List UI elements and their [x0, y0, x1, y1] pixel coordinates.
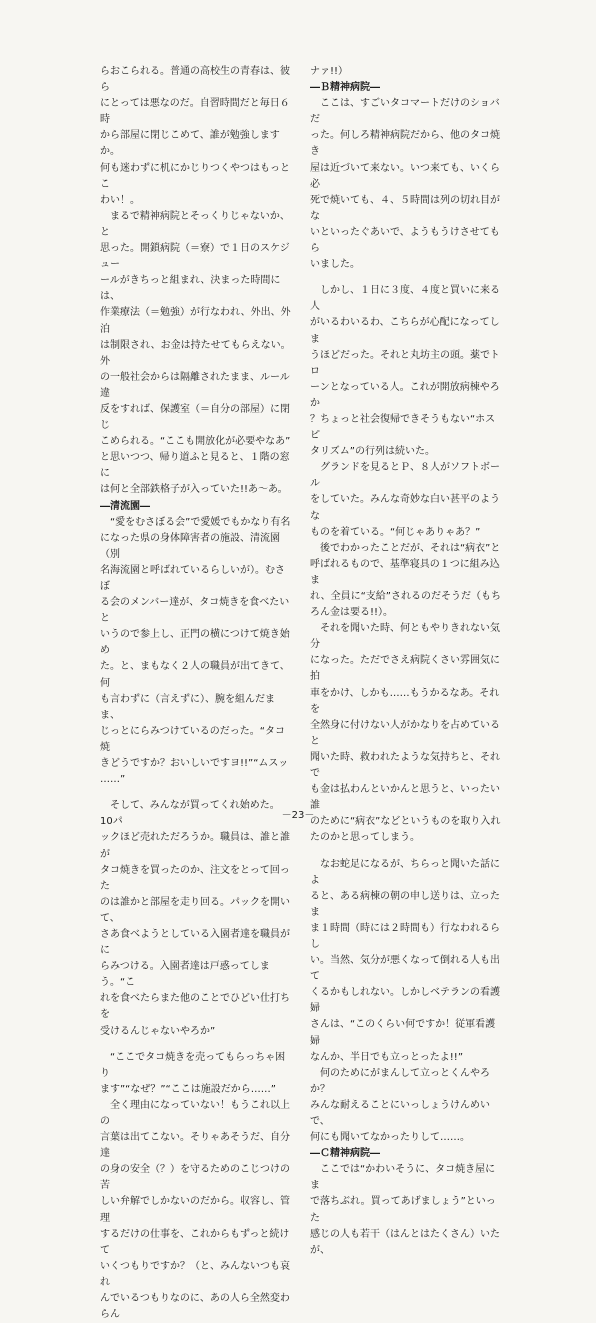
paragraph: しかし、１日に３度、４度と買いに来る人 がいるわいるわ、こちらが心配になってしま うほどだった。それと丸坊主の頭。薬でトロ ーンとなっている人。これが開放病棟やろか ？ちょっと社会復帰できそうもない“ホスピ タリズム”の行列は続いた。	[310, 285, 500, 458]
paragraph: そして、みんなが買ってくれ始めた。10パ ックほど売れただろうか。職員は、誰と誰が タコ焼きを買ったのか、注文をとって回った のは誰かと部屋を走り回る。パックを開いて、 さあ食べようとしている入園者達を職員がに らみつける。入園者達は戸惑ってしまう。“こ れを食べたらまた他のことでひどい仕打ちを 受けるんじゃないやろか”	[100, 800, 290, 1037]
section-heading-seiryuen: ―清流園―	[100, 500, 150, 512]
paragraph-gap	[100, 1040, 292, 1050]
paragraph: グランドを見るとＰ、８人がソフトボール をしていた。みんな奇妙な白い甚平のような ものを着ている。“何じゃありゃあ？”	[310, 462, 500, 538]
left-column	[100, 64, 292, 1323]
paragraph-gap	[310, 847, 504, 857]
paragraph: ナァ!!）	[310, 66, 349, 77]
paragraph: 何のためにがまんして立っとくんやろか？ みんな耐えることにいっしょうけんめいで、 何にも聞いてなかったりして……。	[310, 1067, 490, 1144]
page-number: －23－	[281, 810, 315, 821]
paragraph: “ここでタコ焼きを売ってもらっちゃ困り ます”“なぜ？”“ここは施設だから……”	[100, 1051, 286, 1095]
paragraph: まるで精神病院とそっくりじゃないか、と 思った。開鎖病院（＝寮）で１日のスケジュー ールがきちっと組まれ、決まった時間には、 作業療法（＝勉強）が行なわれ、外出、外泊 は制限され、お金は持たせてもらえない。外 の一般社会からは隔離されたまま、ルール違 反をすれば、保護室（＝自分の部屋）に閉じ こめられる。“ここも開放化が必要やなあ” と思いつつ、帰り道ふと見ると、１階の窓に は何と全部鉄格子が入っていた!!あ～あ。	[100, 210, 291, 496]
paragraph: ここは、すごいタコマートだけのショバだ った。何しろ精神病院だから、他のタコ焼き 屋は近づいて来ない。いつ来ても、いくら必 死で焼いても、４、５時間は列の切れ目がな いといったぐあいで、ようもうけさせてもら いました。	[310, 98, 500, 271]
section-heading-b-hospital: ―Ｂ精神病院―	[310, 82, 380, 94]
paragraph: それを聞いた時、何ともやりきれない気分 になった。ただでさえ病院くさい雰囲気に拍 車をかけ、しかも……もうかるなあ。それを 全然身に付けない人がかなりを占めていると 聞いた時、救われたような気持ちと、それで も金は払わんといかんと思うと、いったい誰 のために“病衣”などというものを取り入れ たのかと思ってしまう。	[310, 623, 501, 844]
paragraph: 全く理由になっていない！もうこれ以上の 言葉は出てこない。そりゃあそうだ、自分達 の身の安全（？）を守るためのこじつけの苦 しい弁解でしかないのだから。収容し、管理 するだけの仕事を、これからもずっと続けて いくつもりですか？（と、みんないつも哀れ んでいるつもりなのに、あの人ら全然変わらん	[100, 1099, 290, 1321]
paragraph: 後でわかったことだが、それは“病衣”と 呼ばれるもので、基準寝具の１つに組み込ま れ、全員に“支給”されるのだそうだ（もち ろん金は要る!!）。	[310, 542, 501, 619]
section-heading-c-hospital: ―Ｃ精神病院―	[310, 1148, 380, 1160]
paragraph-gap	[310, 273, 504, 283]
right-column	[310, 64, 504, 1259]
paragraph: なお蛇足になるが、ちらっと聞いた話によ ると、ある病棟の朝の申し送りは、立ったま ま１時間（時には２時間も）行なわれるらし い。当然、気分が悪くなって倒れる人も出て くるかもしれない。しかしベテランの看護婦 さんは、“このくらい何ですか！従軍看護婦 なんか、半日でも立っとったよ!!”	[310, 858, 500, 1063]
paragraph: “愛をむさぼる会”で愛媛でもかなり有名 になった県の身体障害者の施設、清流園（別 名海流園と呼ばれているらしいが）。むさぼ る会のメンバー達が、タコ焼きを食べたいと いうので参上し、正門の横につけて焼き始め た。と、まもなく２人の職員が出てきて、何 も言わずに（言えずに）、腕を組んだまま、 じっとにらみつけているのだった。“タコ焼 きどうですか？おいしいですヨ!!”“ムスッ ……”	[100, 516, 291, 786]
paragraph: ここでは“かわいそうに、タコ焼き屋にま で落ちぶれ。買ってあげましょう”といった 感じの人も若干（はんとはたくさん）いたが、	[310, 1164, 500, 1256]
paragraph-gap	[100, 788, 292, 798]
paragraph: らおこられる。普通の高校生の青春は、彼ら にとっては悪なのだ。自習時間だと毎日６時 から部屋に閉じこめて、誰が勉強しますか。 何も迷わずに机にかじりつくやつはもっとこ わい！。	[100, 66, 290, 206]
